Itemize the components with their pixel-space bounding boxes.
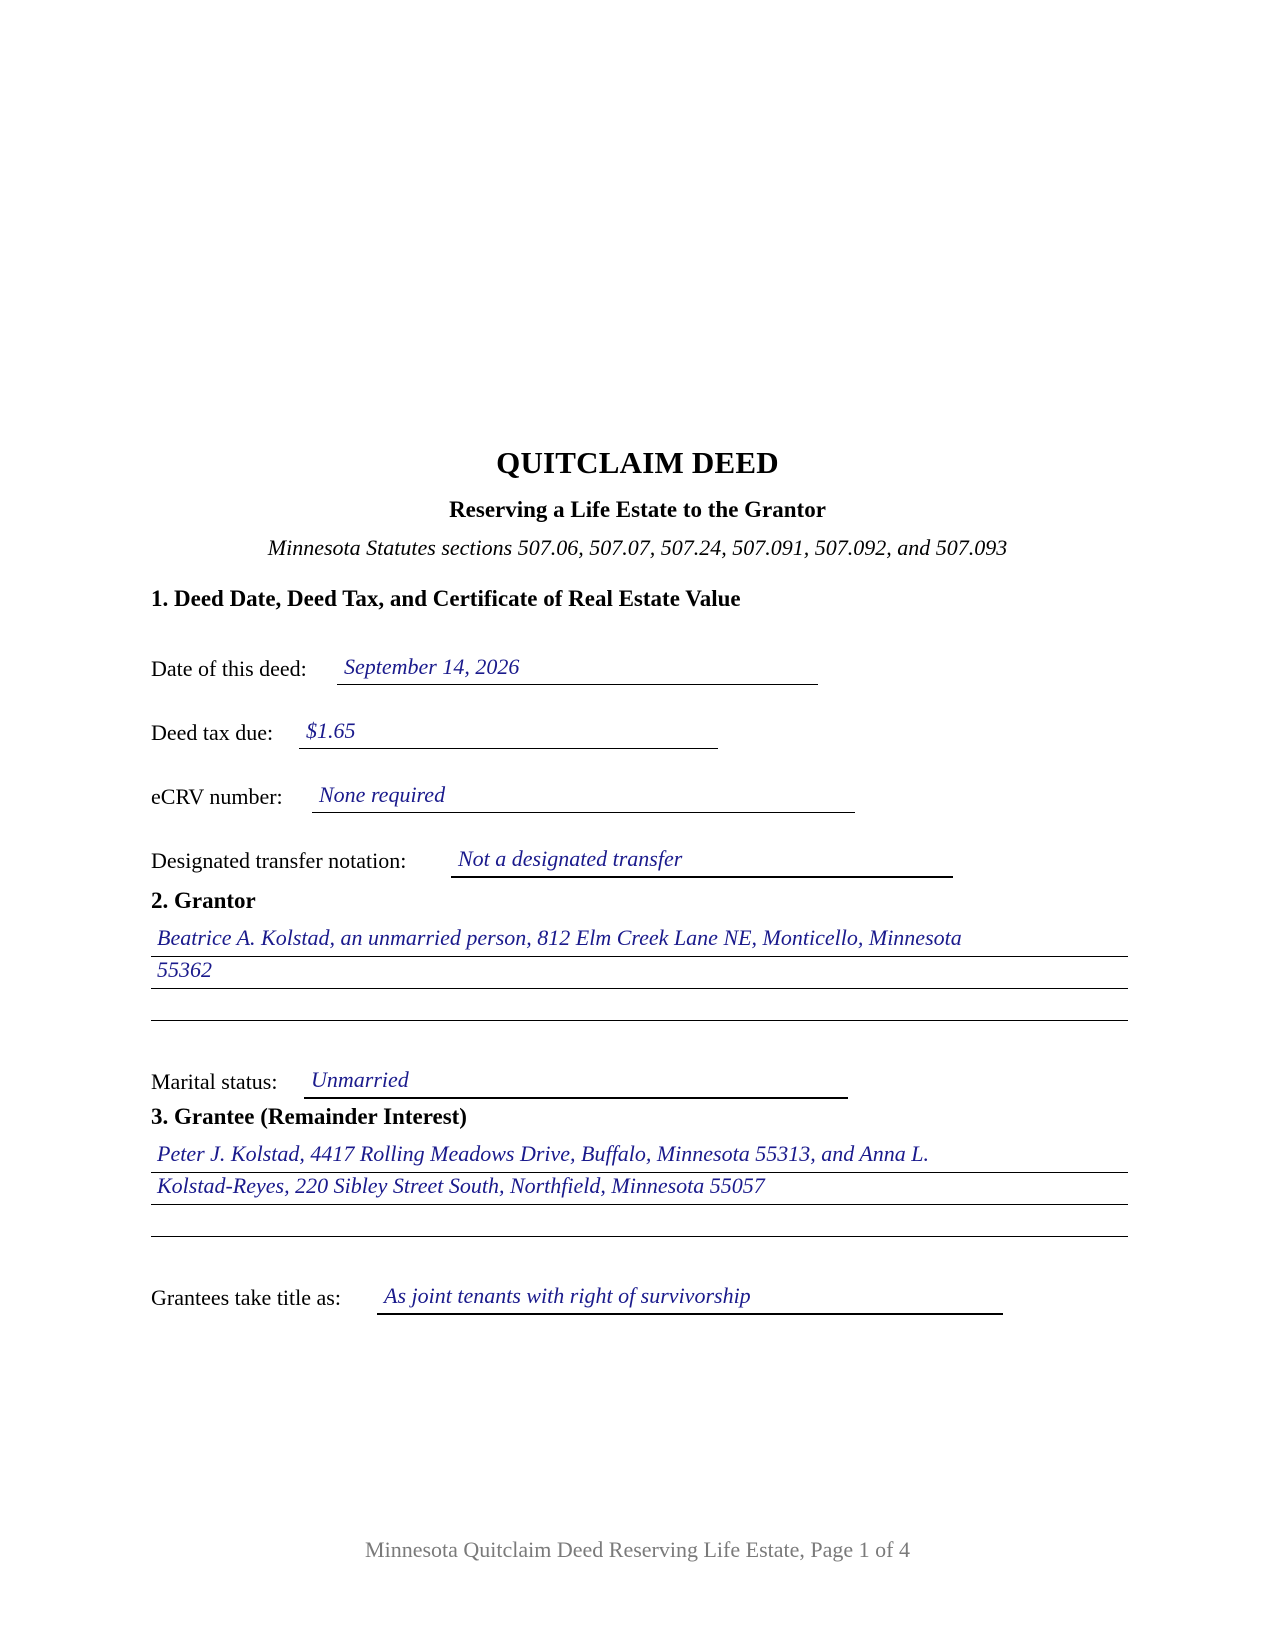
document-subtitle: Reserving a Life Estate to the Grantor [449, 497, 826, 522]
transfer-notation-label: Designated transfer notation: [151, 848, 407, 873]
ecrv-value: None required [319, 782, 446, 807]
grantee-text-line-1: Peter J. Kolstad, 4417 Rolling Meadows Drive, Buffalo, Minnesota 55313, and Anna L. [157, 1141, 929, 1166]
section-3-heading: 3. Grantee (Remainder Interest) [151, 1104, 467, 1129]
title-tenure-field[interactable] [377, 1283, 1003, 1315]
deed-date-value: September 14, 2026 [344, 654, 520, 679]
grantor-line-2[interactable] [151, 957, 1128, 989]
marital-status-value: Unmarried [311, 1067, 409, 1092]
transfer-notation-value: Not a designated transfer [458, 846, 683, 871]
title-tenure-value: As joint tenants with right of survivorship [384, 1283, 751, 1308]
grantee-text-line-2: Kolstad-Reyes, 220 Sibley Street South, Northfield, Minnesota 55057 [157, 1173, 765, 1198]
section-2-heading: 2. Grantor [151, 888, 256, 913]
deed-tax-label: Deed tax due: [151, 720, 274, 745]
deed-date-label: Date of this deed: [151, 656, 307, 681]
title-tenure-label: Grantees take title as: [151, 1285, 341, 1310]
deed-date-field[interactable] [337, 654, 818, 685]
grantor-line-3[interactable] [151, 989, 1128, 1021]
grantee-line-3[interactable] [151, 1205, 1128, 1237]
grantor-text-line-2: 55362 [157, 957, 212, 982]
section-1-heading: 1. Deed Date, Deed Tax, and Certificate of Real Estate Value [151, 586, 741, 611]
grantee-line-1[interactable] [151, 1141, 1128, 1173]
grantee-line-2[interactable] [151, 1173, 1128, 1205]
grantor-line-1[interactable] [151, 925, 1128, 957]
marital-status-field[interactable] [304, 1067, 848, 1099]
deed-tax-field[interactable] [299, 718, 718, 749]
marital-status-label: Marital status: [151, 1069, 278, 1094]
statute-reference: Minnesota Statutes sections 507.06, 507.07, 507.24, 507.091, 507.092, and 507.093 [267, 535, 1008, 560]
ecrv-label: eCRV number: [151, 784, 283, 809]
transfer-notation-field[interactable] [451, 846, 953, 878]
deed-tax-value: $1.65 [306, 718, 356, 743]
grantor-text-line-1: Beatrice A. Kolstad, an unmarried person, 812 Elm Creek Lane NE, Monticello, Minnesota [157, 925, 962, 950]
document-title: QUITCLAIM DEED [496, 445, 779, 480]
ecrv-field[interactable] [312, 782, 855, 813]
page-footer: Minnesota Quitclaim Deed Reserving Life Estate, Page 1 of 4 [365, 1537, 910, 1562]
